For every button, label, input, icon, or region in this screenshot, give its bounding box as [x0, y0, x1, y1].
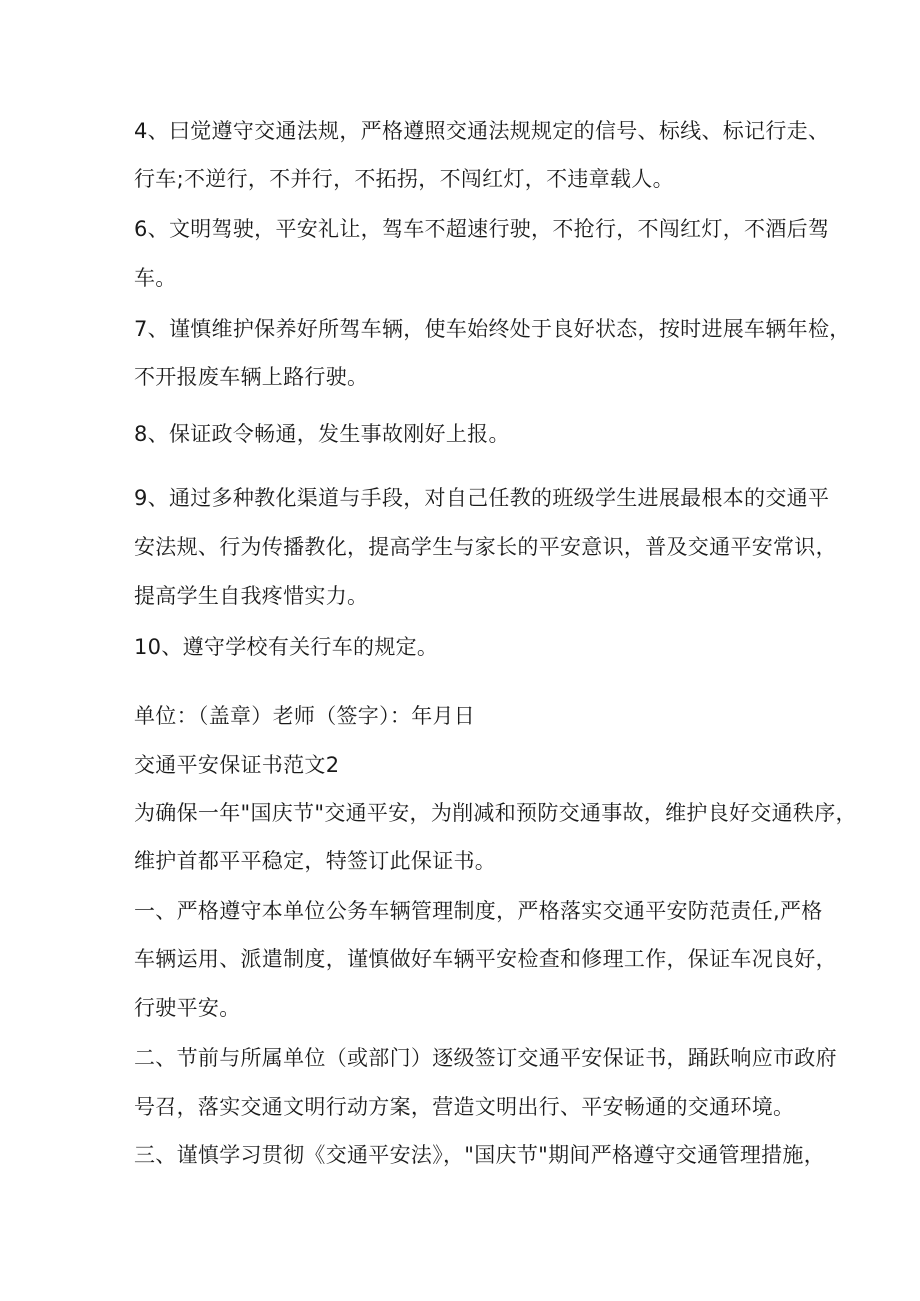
text-line: 10、遵守学校有关行车的规定。: [134, 635, 439, 659]
text-line: 车。: [134, 266, 177, 290]
text-line: 4、曰觉遵守交通法规，严格遵照交通法规规定的信号、标线、标记行走、: [134, 119, 830, 143]
text-line: 车辆运用、派遣制度，谨慎做好车辆平安检查和修理工作，保证车况良好，: [134, 947, 837, 971]
text-line: 为确保一年"国庆节"交通平安，为削减和预防交通事故，维护良好交通秩序，: [134, 801, 857, 825]
text-line: 7、谨慎维护保养好所驾车辆，使车始终处于良好状态，按时进展车辆年检，: [134, 317, 851, 341]
signature-line: 单位：（盖章）老师（签字）：年月日: [134, 704, 476, 728]
text-line: 三、谨慎学习贯彻《交通平安法》，"国庆节"期间严格遵守交通管理措施，: [134, 1143, 826, 1167]
section-title: 交通平安保证书范文2: [134, 753, 340, 777]
text-line: 二、节前与所属单位（或部门）逐级签订交通平安保证书，踊跃响应市政府: [134, 1046, 837, 1070]
text-line: 安法规、行为传播教化，提高学生与家长的平安意识，普及交通平安常识，: [134, 535, 837, 559]
text-line: 行驶平安。: [134, 996, 241, 1020]
text-line: 提高学生自我疼惜实力。: [134, 584, 369, 608]
text-line: 6、文明驾驶，平安礼让，驾车不超速行驶，不抢行，不闯红灯，不酒后驾: [134, 217, 830, 241]
text-line: 8、保证政令畅通，发生事故刚好上报。: [134, 422, 510, 446]
text-line: 行车;不逆行，不并行，不拓拐，不闯红灯，不违章载人。: [134, 167, 674, 191]
text-line: 9、通过多种教化渠道与手段，对自己任教的班级学生进展最根本的交通平: [134, 486, 830, 510]
text-line: 维护首都平平稳定，特签订此保证书。: [134, 849, 497, 873]
text-line: 不开报废车辆上路行驶。: [134, 365, 369, 389]
text-line: 一、严格遵守本单位公务车辆管理制度，严格落实交通平安防范责任,严格: [134, 899, 823, 923]
text-line: 号召，落实交通文明行动方案，营造文明出行、平安畅通的交通环境。: [134, 1095, 795, 1119]
